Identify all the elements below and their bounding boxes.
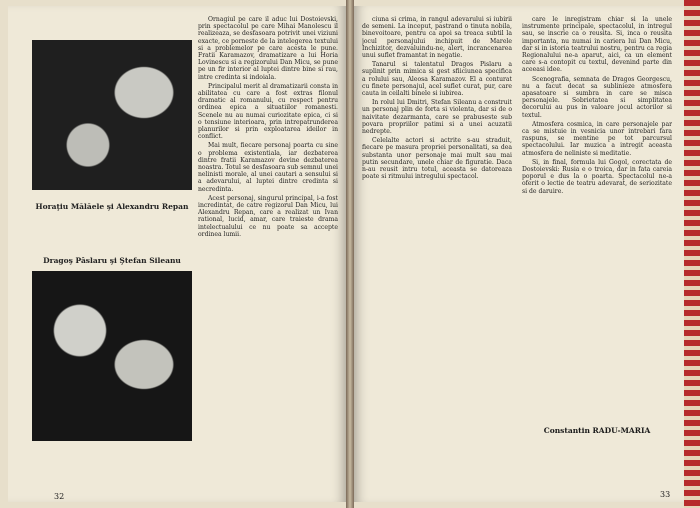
article-author: Constantin RADU-MARIA	[543, 426, 651, 435]
right-page	[354, 6, 684, 502]
photo-caption-1: Horaţiu Mălăele şi Alexandru Repan	[35, 202, 189, 211]
paragraph: Principalul merit al dramatizarii consta in abilitatea cu care a fost extras filonul dramatic al romanului, cu respect pentru ordinea epica a situatiilor romanesti. Scenele nu au numai curiozitate epica, ci si o tensiune interioara, prin intrepatrunderea planurilor si prin exploatarea ideilor in conflict.	[198, 82, 338, 141]
paragraph: Mai mult, fiecare personaj poarta cu sine o problema existentiala, iar dezbaterea dintre fratii Karamazov devine dezbaterea noastra. Totul se desfasoara sub semnul unei nelinisti morale, al unei cautari a sensului si a adevarului, al luptei dintre credinta si necredinta.	[198, 142, 338, 193]
paragraph: Atmosfera cosmica, in care personajele par ca se mistuie in vesnicia unor intrebari fara raspuns, se mentine pe tot parcursul spectacolului. Iar muzica a intregit aceasta atmosfera de neliniste si meditatie.	[522, 120, 672, 157]
paragraph: Celelalte actori si actrite s-au straduit, fiecare pe masura propriei personalitati, sa dea substanta unor personaje mai mult sau mai putin secundare, unele chiar de figuratie. Daca n-au reusit intru totul, aceasta se datoreaza poate si ritmului intregului spectacol.	[362, 137, 512, 181]
paragraph: ciuna si crima, in rangul adevarului si iubirii de semeni. La inceput, pastrand o tinuta nobila, binevoitoare, pentru ca apoi sa treaca subtil la jocul personajului inchipuit de Marele Inchizitor, dezvaluindu-ne, alert, incrancenarea unui suflet framantat in negatie.	[362, 16, 512, 60]
right-text-column-2	[522, 16, 672, 424]
paragraph: care le inregistram chiar si la unele instrumente principale, spectacolul, in intregul sau, se inscrie ca o reusita. Si, inca o reusita importanta, nu numai in cariera lui Dan Micu, dar si in istoria teatrului nostru, pentru ca regia Regionalului ne-a aparut, aici, ca un element care s-a contopit cu textul, devenind parte din aceeasi idee.	[522, 16, 672, 74]
paragraph: Si, in final, formula lui Gogol, corectata de Dostoievski: Rusia e o troica, dar in fata careia poporul e dus la o poarta. Spectacolul ne-a oferit o lectie de teatru adevarat, de seriozitate si de daruire.	[522, 158, 672, 195]
book-gutter	[346, 0, 354, 508]
photo-paslaru-sileanu	[32, 271, 192, 441]
left-text-column	[198, 16, 338, 486]
paragraph: Ornagiul pe care il aduc lui Dostoievski, prin spectacolul pe care Mihai Manolescu il realizeaza, se desfasoara potrivit unei viziuni exacte, ce porneste de la intelegerea textului si a problemelor pe care acesta le pune. Fratii Karamazov, dramatizare a lui Horia Lovinescu si a regizorului Dan Micu, se pune pe un fir interior al luptei dintre bine si rau, intre credinta si indoiala.	[198, 16, 338, 81]
paragraph: Acest personaj, singurul principal, i-a fost incredintat, de catre regizorul Dan Micu, lui Alexandru Repan, care a realizat un Ivan rational, lucid, amar, care traieste drama intelectualului ce nu poate sa accepte ordinea lumii.	[198, 194, 338, 238]
photo-malaele-repan	[32, 40, 192, 190]
photo-caption-2: Dragoş Pâslaru şi Ştefan Sileanu	[43, 256, 181, 265]
paragraph: Scenografia, semnata de Dragos Georgescu, nu a facut decat sa sublinieze atmosfera apasatoare si sumbra in care se misca personajele. Sobrietatea si simplitatea decorului au pus in valoare jocul actorilor si textul.	[522, 75, 672, 119]
right-text-column-1	[362, 16, 512, 486]
paragraph: In rolul lui Dmitri, Stefan Sileanu a construit un personaj plin de forta si violenta, dar si de o naivitate dezarmanta, care se prabuseste sub povara propriilor patimi si a unei acuzatii nedrepte.	[362, 99, 512, 136]
page-number-left: 32	[54, 492, 65, 501]
book-cover-edge	[684, 0, 700, 508]
page-number-right: 33	[660, 490, 671, 499]
paragraph: Tanarul si talentatul Dragos Pislaru a suplinit prin mimica si gest sfiiciunea specifica a rolului sau, Aleosa Karamazov. El a conturat cu finete personajul, acel suflet curat, pur, care cauta in ceilalti binele si iubirea.	[362, 61, 512, 98]
left-page	[8, 6, 346, 502]
